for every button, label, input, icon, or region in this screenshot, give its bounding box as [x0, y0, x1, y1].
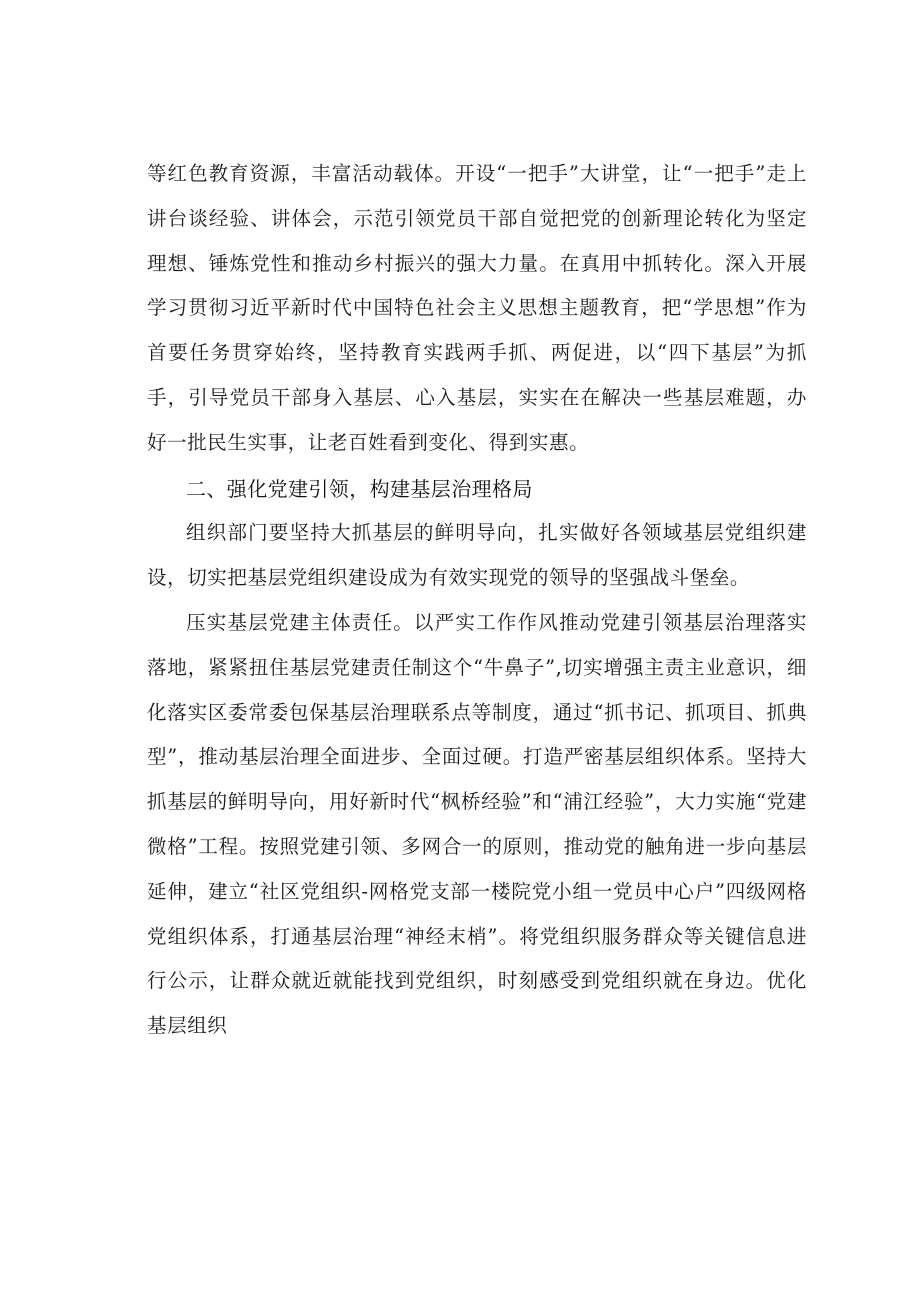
- paragraph-continuation: 等红色教育资源，丰富活动载体。开设“一把手”大讲堂，让“一把手”走上讲台谈经验、讲体会，示范引领党员干部自觉把党的创新理论转化为坚定理想、锤炼党性和推动乡村振兴的强大力量。在真用中抓转化。深入开展学习贯彻习近平新时代中国特色社会主义思想主题教育，把“学思想”作为首要任务贯穿始终，坚持教育实践两手抓、两促进，以“四下基层”为抓手，引导党员干部身入基层、心入基层，实实在在解决一些基层难题，办好一批民生实事，让老百姓看到变化、得到实惠。: [147, 162, 807, 454]
- paragraph-intro: 组织部门要坚持大抓基层的鲜明导向，扎实做好各领域基层党组织建设，切实把基层党组织建设成为有效实现党的领导的坚强战斗堡垒。: [147, 521, 807, 590]
- section-heading: 二、强化党建引领，构建基层治理格局: [186, 476, 533, 501]
- paragraph-body: 压实基层党建主体责任。以严实工作作风推动党建引领基层治理落实落地，紧紧扭住基层党建责任制这个“牛鼻子”,切实增强主责主业意识，细化落实区委常委包保基层治理联系点等制度，通过“抓书记、抓项目、抓典型”，推动基层治理全面进步、全面过硬。打造严密基层组织体系。坚持大抓基层的鲜明导向，用好新时代“枫桥经验”和“浦江经验”，大力实施“党建微格”工程。按照党建引领、多网合一的原则，推动党的触角进一步向基层延伸，建立“社区党组织-网格党支部一楼院党小组一党员中心户”四级网格党组织体系，打通基层治理“神经末梢”。将党组织服务群众等关键信息进行公示，让群众就近就能找到党组织，时刻感受到党组织就在身边。优化基层组织: [147, 610, 807, 1038]
- document-body: [147, 152, 807, 1049]
